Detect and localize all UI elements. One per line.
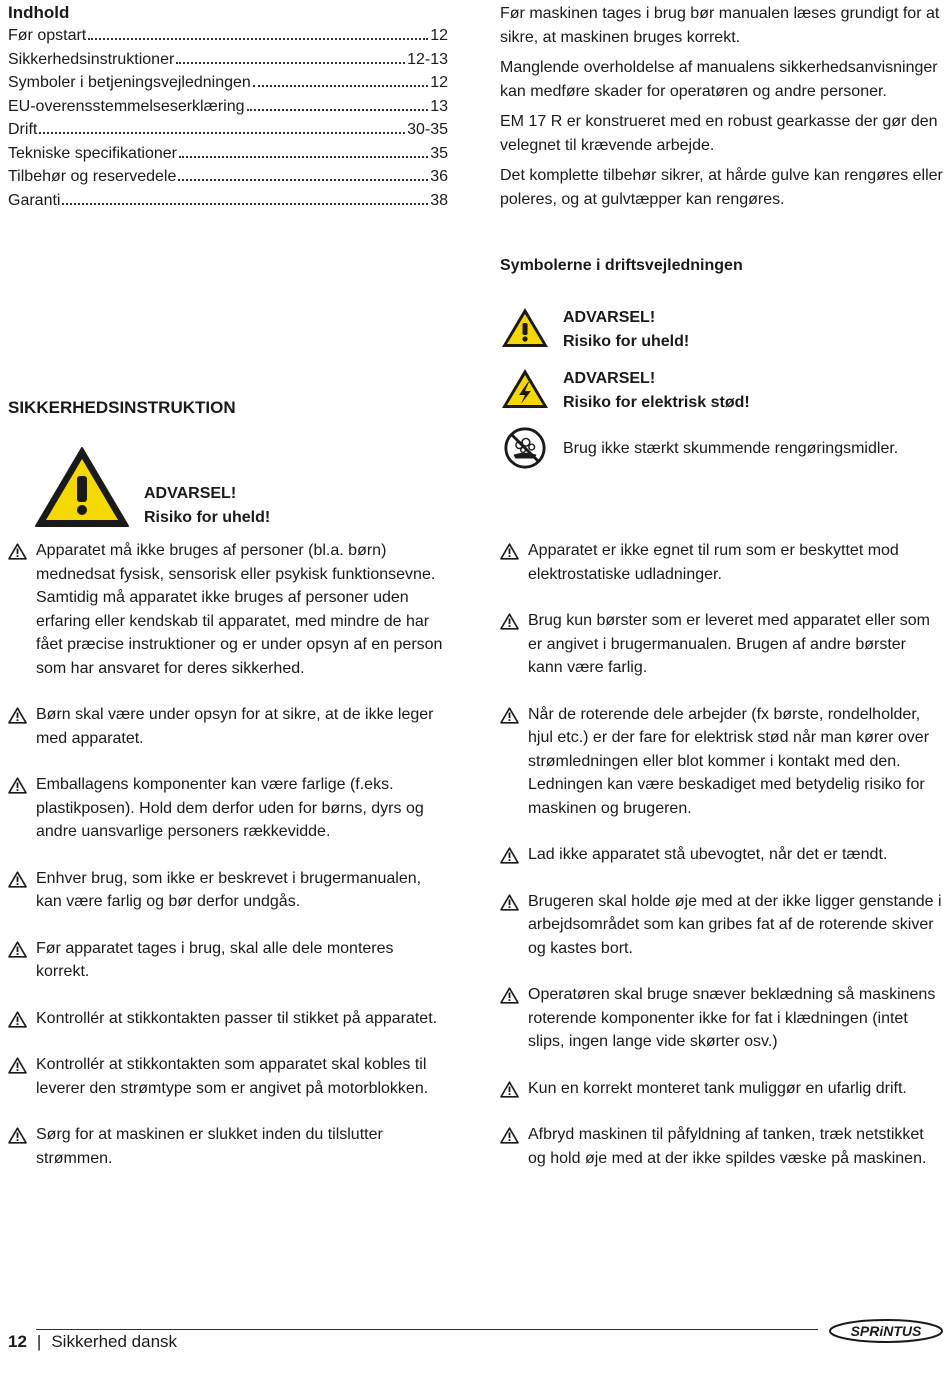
safety-item-text: Afbryd maskinen til påfyldning af tanken, træk netstikket og hold øje med at der ikke spildes væske på maskinen. [528,1126,927,1167]
footer-section: Sikkerhed dansk [51,1332,178,1351]
safety-warning-label [144,482,270,530]
symbol-electric-line1: ADVARSEL! [563,370,656,387]
safety-item [8,773,448,844]
safety-list-left [8,539,448,1170]
toc-entry [8,95,448,119]
safety-item-text: Kun en korrekt monteret tank muliggør en ufarlig drift. [528,1079,907,1097]
footer [8,1332,177,1352]
safety-item [500,1123,945,1170]
warning-bullet-icon [500,1127,519,1144]
safety-list-right [500,539,945,1170]
safety-item-text: Når de roterende dele arbejder (fx børste, rondelholder, hjul etc.) er der fare for elektrisk stød når man kører over strømledningen eller blot kommer i kontakt med den. Ledningen kan være beskadiget med betydelig risiko for maskinen og brugeren. [528,705,930,817]
toc-entry-page: 38 [430,191,448,209]
symbol-no-foam [500,426,898,470]
toc-leader-dots [39,132,405,134]
intro-paragraph: Det komplette tilbehør sikrer, at hårde gulve kan rengøres eller poleres, og at gulvtæpper kan rengøres. [500,167,943,208]
toc-leader-dots [179,156,428,158]
toc-entry [8,165,448,189]
warning-bullet-icon [8,941,27,958]
symbol-electric-warning [500,367,750,415]
warning-bullet-icon [500,987,519,1004]
warning-bullet-icon [500,894,519,911]
toc-entry [8,24,448,48]
toc-leader-dots [178,179,428,181]
toc-entry [8,48,448,72]
symbol-electric-line2: Risiko for elektrisk stød! [563,394,750,411]
toc-entry-label: Tilbehør og reservedele [8,168,177,185]
safety-item-text: Sørg for at maskinen er slukket inden du tilslutter strømmen. [36,1126,383,1167]
toc-entry-label: Symboler i betjeningsvejledningen [8,74,251,91]
safety-item [8,1007,448,1031]
symbol-warning-line2: Risiko for uheld! [563,333,690,350]
safety-item [8,1123,448,1170]
logo-text: SPRiNTUS [850,1323,922,1339]
warning-bullet-icon [8,1011,27,1028]
safety-item-text: Kontrollér at stikkontakten passer til stikket på apparatet. [36,1009,438,1027]
warning-bullet-icon [8,707,27,724]
toc-entry-label: Før opstart [8,27,87,44]
safety-item-text: Enhver brug, som ikke er beskrevet i brugermanualen, kan være farlig og bør derfor undgås. [36,869,422,910]
warning-bullet-icon [8,543,27,560]
symbol-accident-warning [500,306,689,354]
symbol-warning-line1: ADVARSEL! [563,309,656,326]
safety-item [500,539,945,586]
safety-item-text: Operatøren skal bruge snæver beklædning så maskinens roterende komponenter ikke for fat i klædningen (intet slips, ingen lange vide skørter osv.) [528,986,936,1050]
toc-entry-label: Drift [8,121,38,138]
intro-paragraph: Før maskinen tages i brug bør manualen læses grundigt for at sikre, at maskinen bruges korrekt. [500,5,940,46]
toc-entry [8,118,448,142]
intro-paragraph: EM 17 R er konstrueret med en robust gearkasse der gør den velegnet til krævende arbejde. [500,113,938,154]
sprintus-logo [828,1318,944,1344]
electric-warning-icon [500,367,550,411]
safety-item [500,609,945,680]
intro-paragraph: Manglende overholdelse af manualens sikkerhedsanvisninger kan medføre skader for operatøren og andre personer. [500,59,938,100]
toc-entry [8,71,448,95]
warning-triangle-icon [500,306,550,350]
safety-warning-line2: Risiko for uheld! [144,509,271,526]
toc-entry-page: 12 [430,27,448,44]
symbols-title: Symbolerne i driftsvejledningen [500,257,743,274]
safety-item [8,1053,448,1100]
safety-item [500,1077,945,1101]
toc-leader-dots [62,203,428,205]
large-warning-triangle-icon [34,446,130,528]
toc-leader-dots [247,109,429,111]
warning-bullet-icon [500,847,519,864]
safety-item [500,983,945,1054]
intro-text [500,2,945,218]
safety-item-text: Apparatet må ikke bruges af personer (bl.a. børn) mednedsat fysisk, sensorisk eller psykisk funktionsevne. Samtidig må apparatet ikke bruges af personer uden erfaring eller kendskab til apparatet, med mindre de har fået præcise instruktioner og er under opsyn af en person som har ansvaret for deres sikkerhed. [36,542,443,677]
page-number: 12 [8,1332,27,1351]
warning-bullet-icon [500,1081,519,1098]
safety-item-text: Brug kun børster som er leveret med apparatet eller som er angivet i brugermanualen. Brugen af andre børster kann være farlig. [528,612,930,676]
safety-item [8,867,448,914]
warning-bullet-icon [8,871,27,888]
safety-item-text: Lad ikke apparatet stå ubevogtet, når det er tændt. [528,846,888,863]
warning-bullet-icon [8,777,27,794]
footer-divider [36,1329,818,1330]
safety-item-text: Emballagens komponenter kan være farlige (f.eks. plastikposen). Hold dem derfor uden for børns, dyrs og andre uansvarlige personers rækkevidde. [36,776,424,840]
safety-item-text: Kontrollér at stikkontakten som apparatet skal kobles til leverer den strømtype som er angivet på motorblokken. [36,1056,429,1097]
toc-title: Indhold [8,3,70,22]
toc-entry-label: EU-overensstemmelseserklæring [8,97,245,115]
warning-bullet-icon [8,1057,27,1074]
toc-leader-dots [253,85,428,87]
safety-item [500,890,945,961]
toc-entry [8,189,448,213]
warning-bullet-icon [500,613,519,630]
toc-entry-page: 30-35 [407,121,448,138]
toc-entry-label: Garanti [8,191,61,209]
toc-entry [8,142,448,166]
safety-item [8,539,448,680]
footer-separator: | [36,1332,42,1351]
safety-item [8,703,448,750]
safety-item-text: Apparatet er ikke egnet til rum som er beskyttet mod elektrostatiske udladninger. [528,542,899,583]
symbol-no-foam-text: Brug ikke stærkt skummende rengøringsmidler. [563,440,899,457]
safety-item [8,937,448,984]
safety-item [500,703,945,821]
toc-entry-page: 12 [430,74,448,91]
table-of-contents [8,2,448,212]
safety-item-text: Før apparatet tages i brug, skal alle dele monteres korrekt. [36,939,394,980]
toc-list [8,24,448,212]
warning-bullet-icon [500,707,519,724]
no-foam-icon [500,426,550,470]
toc-entry-page: 36 [430,168,448,185]
safety-item [500,843,945,867]
warning-bullet-icon [8,1127,27,1144]
toc-entry-label: Tekniske specifikationer [8,144,177,162]
toc-entry-page: 12-13 [407,50,448,68]
toc-entry-page: 35 [430,144,448,162]
warning-bullet-icon [500,543,519,560]
safety-warning-line1: ADVARSEL! [144,485,237,502]
safety-item-text: Brugeren skal holde øje med at der ikke ligger genstande i arbejdsområdet som kan gribes fat af de roterende skiver og kastes bort. [528,892,942,957]
toc-leader-dots [88,38,428,40]
toc-entry-label: Sikkerhedsinstruktioner [8,50,175,68]
safety-heading: SIKKERHEDSINSTRUKTION [8,398,236,417]
safety-item-text: Børn skal være under opsyn for at sikre, at de ikke leger med apparatet. [36,706,434,747]
toc-leader-dots [176,62,405,64]
toc-entry-page: 13 [430,97,448,115]
